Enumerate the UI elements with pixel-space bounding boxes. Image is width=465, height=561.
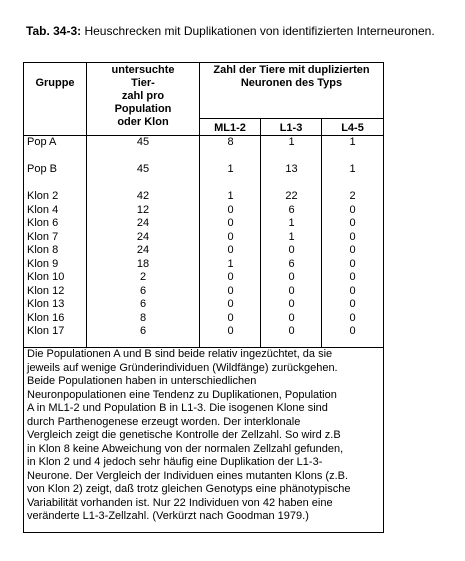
cell-l1-3: 1	[288, 217, 295, 229]
cell-gruppe: Klon 17	[27, 325, 65, 337]
header-gruppe: Gruppe	[35, 77, 75, 89]
footnote-line: Neurone. Der Vergleich der Individuen eines mutanten Klons (z.B.	[27, 469, 349, 482]
table-row	[24, 150, 383, 164]
cell-l1-3: 13	[285, 163, 298, 175]
cell-ml1-2: 0	[227, 230, 234, 243]
header-untersucht-line: untersuchte	[111, 64, 175, 76]
cell-l4-5: 0	[349, 217, 356, 229]
caption-text: Heuschrecken mit Duplikationen von identifizierten Interneuronen.	[81, 24, 435, 38]
cell-tierzahl: 24	[136, 217, 150, 229]
table-row	[24, 163, 383, 177]
footnote-line: durch Parthenogenese erzeugt worden. Der interklonale	[27, 415, 301, 428]
footnote-line: veränderte L1-3-Zellzahl. (Verkürzt nach Goodman 1979.)	[27, 510, 309, 522]
header-untersucht-line: zahl pro	[121, 90, 165, 102]
cell-l4-5: 0	[349, 325, 356, 337]
header-untersucht-line: oder Klon	[117, 116, 169, 128]
footnote-line: in Klon 2 und 4 jedoch sehr häufig eine Duplikation der L1-3-	[27, 456, 323, 468]
cell-l4-5: 1	[349, 163, 356, 175]
cell-gruppe: Klon 2	[27, 190, 59, 202]
table-row	[24, 136, 383, 150]
footnote-line: in Klon 8 keine Abweichung von der normalen Zellzahl gefunden,	[27, 442, 344, 455]
table-row	[24, 177, 383, 191]
header-zahl-line: Neuronen des Typs	[240, 77, 343, 89]
cell-l1-3: 0	[288, 298, 295, 310]
cell-tierzahl: 6	[139, 325, 147, 337]
cell-l1-3: 1	[288, 230, 295, 243]
table-row	[24, 244, 383, 258]
cell-gruppe: Klon 10	[27, 271, 65, 283]
footnote-line: von Klon 2) zeigt, daß trotz gleichen Genotyps eine phänotypische	[27, 483, 351, 495]
cell-l1-3: 0	[288, 271, 295, 283]
header-type-l1-3: L1-3	[261, 118, 322, 136]
table-row	[24, 271, 383, 285]
cell-l1-3: 0	[288, 244, 295, 256]
table-row	[24, 231, 383, 245]
cell-l4-5: 0	[349, 311, 356, 324]
cell-l1-3: 6	[288, 257, 295, 270]
cell-gruppe: Klon 12	[27, 284, 65, 297]
cell-gruppe: Klon 13	[27, 298, 65, 310]
footnote-line: Beide Populationen haben in unterschiedlichen	[27, 375, 257, 387]
cell-tierzahl: 18	[136, 257, 150, 270]
cell-gruppe: Klon 6	[27, 217, 59, 229]
cell-tierzahl: 42	[136, 190, 150, 202]
header-zahl-line: Zahl der Tiere mit duplizierten	[213, 64, 370, 76]
cell-gruppe: Klon 4	[27, 203, 59, 216]
header-untersuchte-tierzahl	[86, 63, 200, 136]
cell-tierzahl: 45	[136, 163, 150, 175]
cell-l4-5: 0	[349, 244, 356, 256]
cell-ml1-2: 0	[227, 284, 234, 297]
cell-gruppe: Klon 7	[27, 230, 59, 243]
cell-l4-5: 0	[349, 271, 356, 283]
cell-l4-5: 1	[349, 136, 356, 148]
header-zahl-der-tiere	[200, 63, 383, 118]
header-type-ml1-2: ML1-2	[200, 118, 261, 136]
table-row	[24, 190, 383, 204]
cell-ml1-2: 8	[227, 136, 234, 148]
cell-ml1-2: 1	[227, 163, 234, 175]
cell-l4-5: 0	[349, 298, 356, 310]
footnote-line: A in ML1-2 und Population B in L1-3. Die isogenen Klone sind	[27, 402, 328, 414]
data-table	[23, 62, 384, 533]
cell-l1-3: 22	[285, 190, 298, 202]
cell-ml1-2: 1	[227, 190, 234, 202]
cell-ml1-2: 1	[227, 257, 234, 270]
cell-tierzahl: 24	[136, 230, 150, 243]
cell-gruppe: Pop A	[27, 136, 57, 148]
cell-gruppe: Pop B	[27, 163, 57, 175]
cell-ml1-2: 0	[227, 217, 234, 229]
table-row	[24, 217, 383, 231]
header-untersucht-line: Tier-	[131, 77, 155, 89]
cell-tierzahl: 2	[139, 271, 147, 283]
table-row	[24, 258, 383, 272]
table-row	[24, 285, 383, 299]
footnote-line: jeweils auf wenige Gründerindividuen (Wildfänge) zurückgehen.	[27, 361, 338, 374]
cell-l4-5: 0	[349, 230, 356, 243]
cell-ml1-2: 0	[227, 311, 234, 324]
table-row	[24, 204, 383, 218]
header-type-l4-5: L4-5	[322, 118, 383, 136]
cell-ml1-2: 0	[227, 325, 234, 337]
cell-l1-3: 0	[288, 325, 295, 337]
table-row	[24, 325, 383, 339]
cell-l4-5: 0	[349, 257, 356, 270]
caption-label: Tab. 34-3:	[26, 24, 82, 38]
cell-gruppe: Klon 16	[27, 311, 65, 324]
cell-ml1-2: 0	[227, 244, 234, 256]
table-row	[24, 298, 383, 312]
cell-l1-3: 0	[288, 311, 295, 324]
cell-gruppe: Klon 9	[27, 257, 59, 270]
table-row	[24, 312, 383, 326]
table-caption	[26, 24, 456, 38]
header-untersucht-line: Population	[114, 103, 172, 115]
cell-tierzahl: 24	[136, 244, 150, 256]
cell-ml1-2: 0	[227, 298, 234, 310]
cell-l4-5: 0	[349, 203, 356, 216]
cell-ml1-2: 0	[227, 271, 234, 283]
footnote-line: Variabilität vorhanden ist. Nur 22 Individuen von 42 haben eine	[27, 496, 333, 509]
cell-tierzahl: 45	[136, 136, 150, 148]
cell-l1-3: 0	[288, 284, 295, 297]
table-footnote	[27, 348, 381, 524]
cell-gruppe: Klon 8	[27, 244, 59, 256]
cell-tierzahl: 8	[139, 311, 147, 324]
cell-ml1-2: 0	[227, 203, 234, 216]
cell-tierzahl: 6	[139, 298, 147, 310]
cell-l1-3: 1	[288, 136, 295, 148]
footnote-line: Vergleich zeigt die genetische Kontrolle der Zellzahl. So wird z.B	[27, 429, 341, 441]
cell-tierzahl: 12	[136, 203, 150, 216]
footnote-line: Die Populationen A und B sind beide relativ ingezüchtet, da sie	[27, 348, 333, 360]
cell-l4-5: 0	[349, 284, 356, 297]
cell-tierzahl: 6	[139, 284, 147, 297]
footnote-line: Neuronpopulationen eine Tendenz zu Duplikationen, Population	[27, 388, 337, 401]
cell-l4-5: 2	[349, 190, 356, 202]
cell-l1-3: 6	[288, 203, 295, 216]
table-body	[24, 136, 383, 339]
